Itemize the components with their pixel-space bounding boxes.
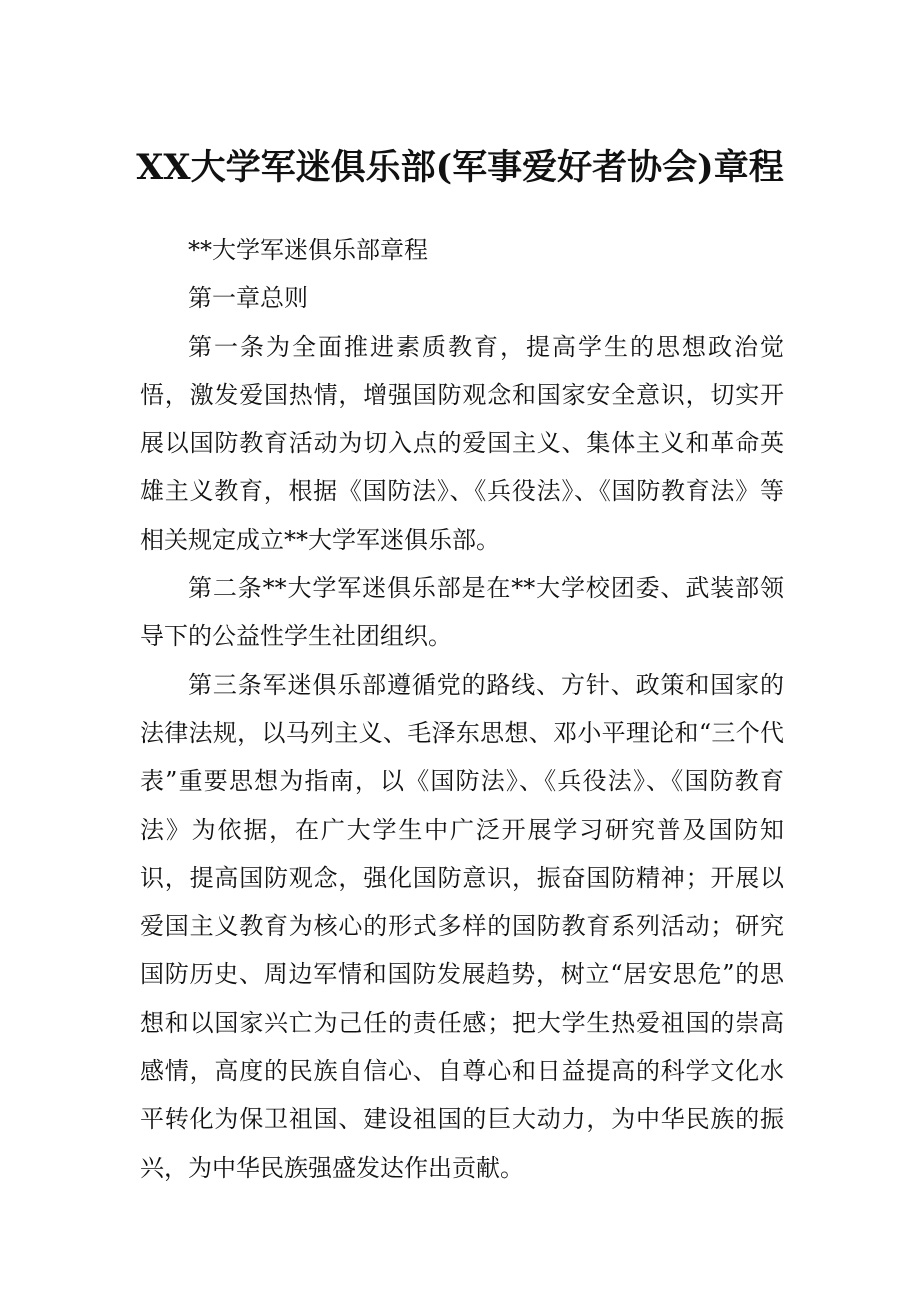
article-1: 第一条为全面推进素质教育，提高学生的思想政治觉悟，激发爱国热情，增强国防观念和国家安全意识，切实开展以国防教育活动为切入点的爱国主义、集体主义和革命英雄主义教育，根据《国防法》、《兵役法》、《国防教育法》等相关规定成立**大学军迷俱乐部。 [140, 332, 784, 554]
chapter-heading: 第一章总则 [188, 284, 308, 313]
article-3: 第三条军迷俱乐部遵循党的路线、方针、政策和国家的法律法规，以马列主义、毛泽东思想、邓小平理论和“三个代表”重要思想为指南，以《国防法》、《兵役法》、《国防教育法》为依据，在广大学生中广泛开展学习研究普及国防知识，提高国防观念，强化国防意识，振奋国防精神；开展以爱国主义教育为核心的形式多样的国防教育系列活动；研究国防历史、周边军情和国防发展趋势，树立“居安思危”的思想和以国家兴亡为己任的责任感；把大学生热爱祖国的崇高感情，高度的民族自信心、自尊心和日益提高的科学文化水平转化为保卫祖国、建设祖国的巨大动力，为中华民族的振兴，为中华民族强盛发达作出贡献。 [140, 670, 784, 1182]
article-2: 第二条**大学军迷俱乐部是在**大学校团委、武装部领导下的公益性学生社团组织。 [140, 574, 784, 651]
charter-heading: **大学军迷俱乐部章程 [188, 236, 428, 264]
document-title: XX大学军迷俱乐部(军事爱好者协会)章程 [136, 147, 784, 188]
document-body [140, 226, 784, 1192]
